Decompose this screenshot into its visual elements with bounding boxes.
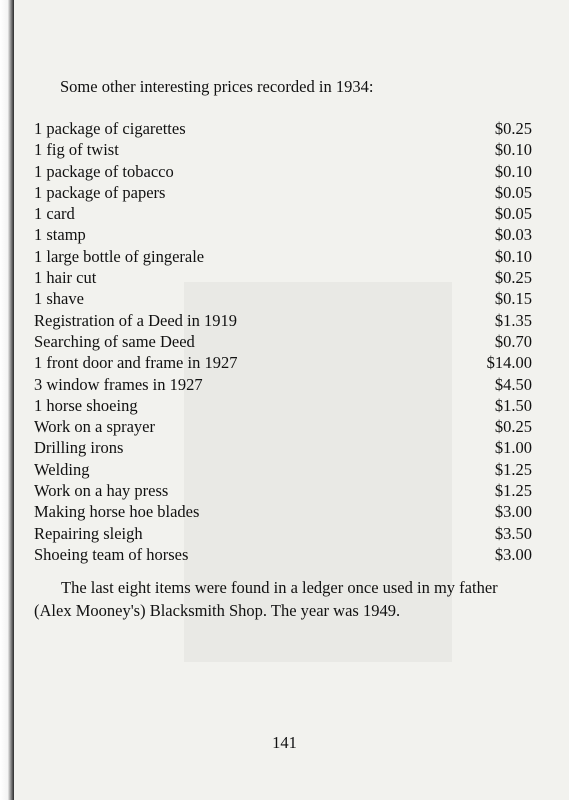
item-price: $0.25 [494,417,532,437]
item-description: Searching of same Deed [34,331,195,351]
item-price: $1.35 [494,310,532,330]
item-description: 1 package of tobacco [34,161,174,181]
page-binding-edge [0,0,14,800]
item-price: $0.10 [494,161,532,181]
item-description: 1 package of cigarettes [34,119,186,138]
price-row [34,139,532,160]
closing-paragraph [34,576,534,622]
price-row [34,416,532,437]
item-description: Registration of a Deed in 1919 [34,310,237,330]
item-description: Welding [34,459,90,479]
price-list-body [34,118,532,565]
item-description: 1 stamp [34,225,86,245]
closing-text: The last eight items were found in a ledger once used in my father (Alex Mooney's) Blacksmith Shop. The year was 1949. [34,578,498,620]
item-price: $4.50 [494,374,532,394]
price-row [34,459,532,480]
item-description: Work on a sprayer [34,417,156,437]
item-description: 1 front door and frame in 1927 [34,353,238,373]
item-price: $0.15 [494,289,532,309]
item-price: $3.00 [494,544,532,564]
item-price: $0.10 [494,246,532,266]
item-price: $1.50 [494,395,532,415]
price-row [34,437,532,458]
price-row [34,267,532,288]
item-description: 3 window frames in 1927 [34,374,203,394]
price-row [34,118,532,139]
item-price: $14.00 [486,353,532,373]
price-row [34,203,532,224]
item-price: $0.05 [494,204,532,224]
price-list [34,118,532,565]
item-description: Making horse hoe blades [34,502,200,522]
item-price: $0.25 [494,119,532,138]
price-row [34,501,532,522]
item-price: $1.25 [494,481,532,501]
price-row [34,331,532,352]
price-row [34,480,532,501]
price-row [34,288,532,309]
price-row [34,246,532,267]
item-price: $1.25 [494,459,532,479]
item-description: Shoeing team of horses [34,544,189,564]
item-description: 1 large bottle of gingerale [34,246,205,266]
price-row [34,523,532,544]
price-row [34,161,532,182]
price-row [34,182,532,203]
item-description: Work on a hay press [34,481,169,501]
item-price: $0.05 [494,182,532,202]
item-price: $1.00 [494,438,532,458]
price-row [34,224,532,245]
item-description: Drilling irons [34,438,124,458]
price-row [34,544,532,565]
item-price: $3.50 [494,523,532,543]
page-number: 141 [272,733,297,752]
intro-text: Some other interesting prices recorded in 1934: [60,77,374,96]
item-price: $3.00 [494,502,532,522]
price-row [34,395,532,416]
item-price: $0.03 [494,225,532,245]
price-row [34,310,532,331]
item-description: 1 package of papers [34,182,166,202]
item-description: 1 fig of twist [34,140,119,160]
item-description: 1 hair cut [34,268,97,288]
item-price: $0.70 [494,331,532,351]
item-price: $0.25 [494,268,532,288]
price-row [34,374,532,395]
item-price: $0.10 [494,140,532,160]
item-description: Repairing sleigh [34,523,143,543]
item-description: 1 card [34,204,75,224]
item-description: 1 shave [34,289,84,309]
price-row [34,352,532,373]
item-description: 1 horse shoeing [34,395,138,415]
